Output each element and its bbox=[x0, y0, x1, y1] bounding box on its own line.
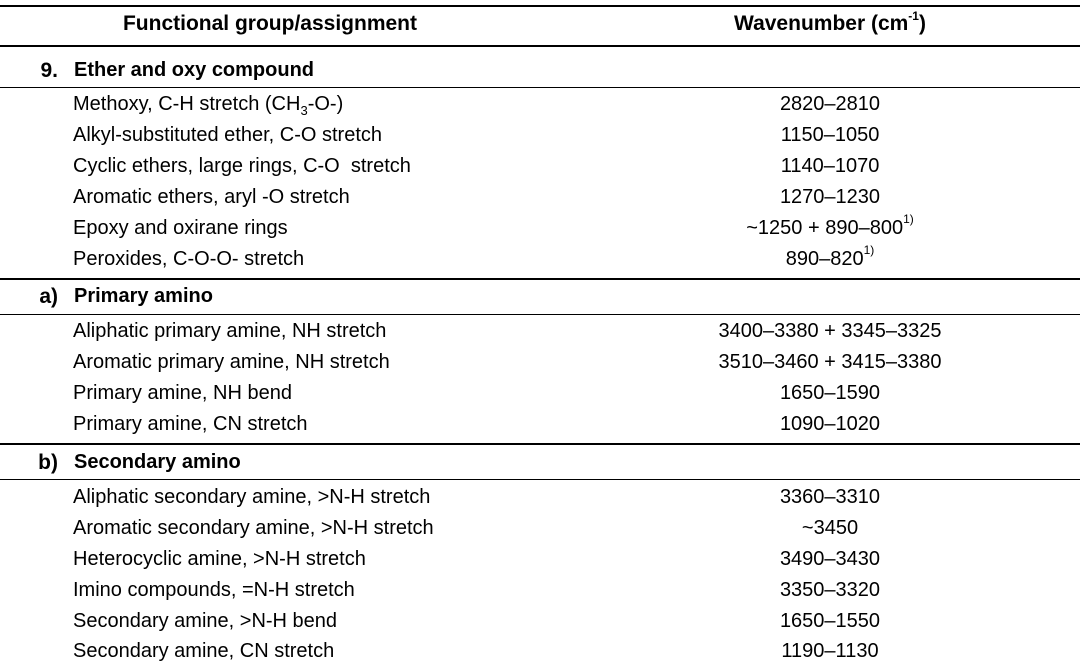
label-text: Cyclic ethers, large rings, C-O stretch bbox=[73, 155, 411, 177]
table-row bbox=[0, 120, 1080, 151]
section-title: Secondary amino bbox=[74, 451, 241, 473]
label-text: Primary amine, CN stretch bbox=[73, 413, 308, 435]
table-row bbox=[0, 151, 1080, 182]
section-rule bbox=[0, 443, 1080, 445]
wavenumber-value bbox=[580, 575, 1080, 606]
wavenumber-value bbox=[580, 347, 1080, 378]
value-text: 1650–1550 bbox=[779, 610, 881, 632]
table-row bbox=[0, 89, 1080, 120]
label-text: Peroxides, C-O-O- stretch bbox=[73, 248, 305, 270]
wavenumber-value bbox=[580, 89, 1080, 120]
section-title: Ether and oxy compound bbox=[74, 59, 315, 81]
value-text: 1270–1230 bbox=[779, 186, 881, 208]
wavenumber-value bbox=[580, 409, 1080, 440]
section-rule bbox=[0, 479, 1080, 480]
section-rule bbox=[0, 278, 1080, 280]
section-rule bbox=[0, 314, 1080, 315]
section-header-row bbox=[0, 55, 1080, 86]
assignment-label bbox=[73, 409, 308, 440]
value-text: ~3450 bbox=[801, 517, 859, 539]
assignment-label bbox=[73, 482, 430, 513]
section-header-row bbox=[0, 447, 1080, 478]
assignment-label bbox=[73, 513, 434, 544]
value-text: 3490–3430 bbox=[779, 548, 881, 570]
value-text: 3350–3320 bbox=[779, 579, 881, 601]
column-header-wavenumber bbox=[580, 6, 1080, 42]
assignment-label bbox=[73, 182, 350, 213]
wavenumber-value bbox=[580, 513, 1080, 544]
value-text: 1190–1130 bbox=[781, 640, 879, 662]
label-text: Aromatic secondary amine, >N-H stretch bbox=[73, 517, 434, 539]
value-text: 1150–1050 bbox=[780, 124, 880, 146]
footnote-marker: 1) bbox=[863, 243, 875, 258]
table-row bbox=[0, 182, 1080, 213]
label-text: Secondary amine, >N-H bend bbox=[73, 610, 338, 632]
section-number: a) bbox=[39, 285, 58, 308]
wavenumber-value bbox=[580, 606, 1080, 637]
section-number: b) bbox=[38, 451, 58, 474]
wavenumber-header-close: ) bbox=[918, 12, 926, 35]
assignment-label bbox=[73, 575, 355, 606]
value-text: ~1250 + 890–800 bbox=[746, 217, 904, 239]
value-text: 890–820 bbox=[785, 248, 864, 270]
assignment-label bbox=[73, 89, 343, 120]
column-header-assignment: Functional group/assignment bbox=[122, 12, 417, 35]
assignment-label bbox=[73, 244, 304, 275]
assignment-label bbox=[73, 347, 390, 378]
value-text: 1140–1070 bbox=[780, 155, 880, 177]
table-row bbox=[0, 636, 1080, 667]
assignment-label bbox=[73, 316, 386, 347]
table-row bbox=[0, 606, 1080, 637]
wavenumber-value bbox=[580, 244, 1080, 275]
assignment-label bbox=[73, 120, 382, 151]
section-number: 9. bbox=[40, 59, 58, 82]
label-text: Primary amine, NH bend bbox=[73, 382, 292, 404]
wavenumber-unit-exponent: -1 bbox=[908, 9, 919, 23]
value-text: 3400–3380 + 3345–3325 bbox=[718, 320, 942, 342]
wavenumber-value bbox=[580, 378, 1080, 409]
label-text: Alkyl-substituted ether, C-O stretch bbox=[73, 124, 383, 146]
value-text: 1650–1590 bbox=[779, 382, 881, 404]
label-subscript: 3 bbox=[300, 103, 308, 118]
wavenumber-value bbox=[580, 120, 1080, 151]
assignment-label bbox=[73, 544, 366, 575]
wavenumber-value bbox=[580, 316, 1080, 347]
section-rule bbox=[0, 87, 1080, 88]
label-text: Methoxy, C-H stretch (CH bbox=[73, 93, 301, 115]
assignment-label bbox=[73, 636, 334, 667]
label-text: Imino compounds, =N-H stretch bbox=[73, 579, 355, 601]
table-row bbox=[0, 544, 1080, 575]
value-text: 3360–3310 bbox=[779, 486, 881, 508]
wavenumber-header-text: Wavenumber (cm bbox=[734, 12, 909, 35]
label-text: Aliphatic secondary amine, >N-H stretch bbox=[73, 486, 431, 508]
wavenumber-value bbox=[580, 544, 1080, 575]
value-text: 1090–1020 bbox=[779, 413, 881, 435]
wavenumber-value bbox=[580, 636, 1080, 667]
label-text-tail: -O-) bbox=[307, 93, 344, 115]
wavenumber-value bbox=[580, 182, 1080, 213]
label-text: Aromatic ethers, aryl -O stretch bbox=[73, 186, 350, 208]
assignment-label bbox=[73, 606, 337, 637]
table-row bbox=[0, 409, 1080, 440]
table-row bbox=[0, 213, 1080, 244]
footnote-marker: 1) bbox=[903, 212, 914, 227]
label-text: Heterocyclic amine, >N-H stretch bbox=[73, 548, 366, 570]
label-text: Epoxy and oxirane rings bbox=[73, 217, 288, 239]
assignment-label bbox=[73, 151, 411, 182]
assignment-label bbox=[73, 213, 288, 244]
table-row bbox=[0, 316, 1080, 347]
table-row bbox=[0, 378, 1080, 409]
assignment-label bbox=[73, 378, 292, 409]
value-text: 3510–3460 + 3415–3380 bbox=[718, 351, 942, 373]
wavenumber-value bbox=[580, 482, 1080, 513]
table-row bbox=[0, 347, 1080, 378]
wavenumber-value bbox=[580, 213, 1080, 244]
wavenumber-value bbox=[580, 151, 1080, 182]
label-text: Aliphatic primary amine, NH stretch bbox=[73, 320, 387, 342]
section-title: Primary amino bbox=[74, 285, 213, 307]
label-text: Aromatic primary amine, NH stretch bbox=[73, 351, 390, 373]
section-header-row bbox=[0, 281, 1080, 312]
header-bottom-rule bbox=[0, 45, 1080, 47]
table-row bbox=[0, 575, 1080, 606]
table-row bbox=[0, 513, 1080, 544]
value-text: 2820–2810 bbox=[779, 93, 881, 115]
label-text: Secondary amine, CN stretch bbox=[73, 640, 335, 662]
table-row bbox=[0, 482, 1080, 513]
table-row bbox=[0, 244, 1080, 275]
